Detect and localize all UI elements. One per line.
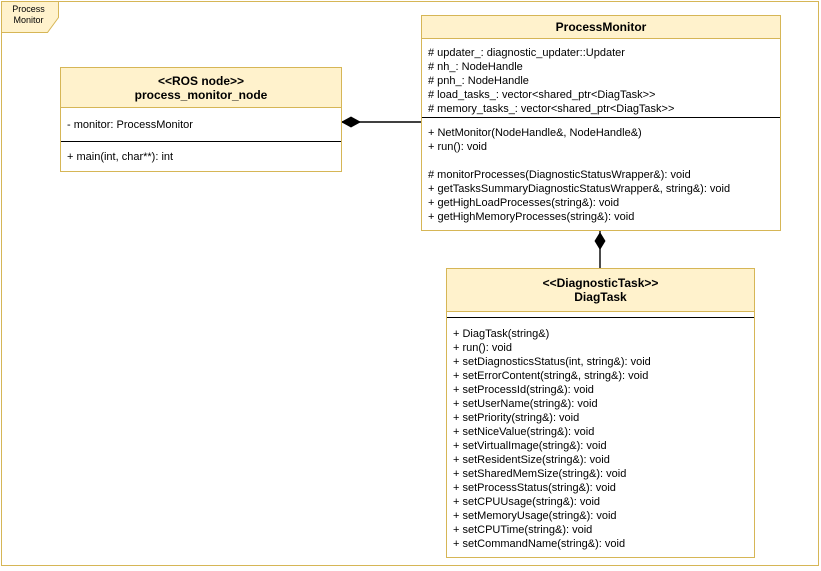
method-row: + setMemoryUsage(string&): void bbox=[453, 510, 617, 522]
attribute-row: # nh_: NodeHandle bbox=[428, 61, 523, 73]
attributes-section bbox=[61, 108, 341, 141]
method-row: + setProcessStatus(string&): void bbox=[453, 482, 616, 494]
composition-diamond-icon bbox=[595, 232, 606, 250]
method-row: + DiagTask(string&) bbox=[453, 328, 550, 340]
methods-section bbox=[422, 118, 780, 224]
method-row: + setErrorContent(string&, string&): void bbox=[453, 370, 649, 382]
class-header bbox=[422, 16, 780, 39]
method-row: + setPriority(string&): void bbox=[453, 412, 580, 424]
attribute-row: # load_tasks_: vector<shared_ptr<DiagTask>> bbox=[428, 89, 656, 101]
method-row: + setCPUUsage(string&): void bbox=[453, 496, 601, 508]
attribute-row: - monitor: ProcessMonitor bbox=[67, 119, 193, 131]
class-header bbox=[61, 68, 341, 108]
method-row: + NetMonitor(NodeHandle&, NodeHandle&) bbox=[428, 127, 642, 139]
method-row: + setDiagnosticsStatus(int, string&): void bbox=[453, 356, 651, 368]
class-stereotype: <<DiagnosticTask>> bbox=[542, 276, 659, 290]
methods-section bbox=[61, 142, 341, 164]
method-row: + setSharedMemSize(string&): void bbox=[453, 468, 627, 480]
method-row: + getHighLoadProcesses(string&): void bbox=[428, 197, 620, 209]
method-row: + main(int, char**): int bbox=[67, 151, 174, 163]
class-header bbox=[447, 269, 754, 312]
method-row: + setNiceValue(string&): void bbox=[453, 426, 595, 438]
method-row: + setCPUTime(string&): void bbox=[453, 524, 593, 536]
class-processmonitor bbox=[421, 15, 781, 231]
method-row: + run(): void bbox=[453, 342, 512, 354]
method-row: + run(): void bbox=[428, 141, 487, 153]
class-stereotype: <<ROS node>> bbox=[157, 73, 245, 88]
method-row: + setVirtualImage(string&): void bbox=[453, 440, 607, 452]
relation-node-owns-processmonitor bbox=[341, 117, 421, 128]
composition-diamond-icon bbox=[341, 117, 361, 128]
method-row: # monitorProcesses(DiagnosticStatusWrapper&): void bbox=[428, 169, 691, 181]
class-name: DiagTask bbox=[574, 290, 627, 304]
attribute-row: # updater_: diagnostic_updater::Updater bbox=[428, 47, 625, 59]
attribute-row: # pnh_: NodeHandle bbox=[428, 75, 529, 87]
method-row: + getTasksSummaryDiagnosticStatusWrapper&, string&): void bbox=[428, 183, 731, 195]
attribute-row: # memory_tasks_: vector<shared_ptr<DiagTask>> bbox=[428, 103, 675, 115]
method-row-blank bbox=[422, 154, 780, 168]
frame-tab-label: Process Monitor bbox=[12, 4, 45, 25]
method-row: + setProcessId(string&): void bbox=[453, 384, 594, 396]
methods-section bbox=[447, 318, 754, 551]
class-diagtask bbox=[446, 268, 755, 558]
class-process-monitor-node bbox=[60, 67, 342, 172]
frame-tab bbox=[1, 1, 61, 34]
class-name: ProcessMonitor bbox=[555, 20, 647, 34]
method-row: + getHighMemoryProcesses(string&): void bbox=[428, 211, 635, 223]
attributes-section bbox=[422, 39, 780, 117]
method-row: + setUserName(string&): void bbox=[453, 398, 598, 410]
method-row: + setResidentSize(string&): void bbox=[453, 454, 610, 466]
method-row: + setCommandName(string&): void bbox=[453, 538, 626, 550]
relation-processmonitor-owns-diagtask bbox=[595, 231, 606, 268]
class-name: process_monitor_node bbox=[134, 87, 268, 102]
